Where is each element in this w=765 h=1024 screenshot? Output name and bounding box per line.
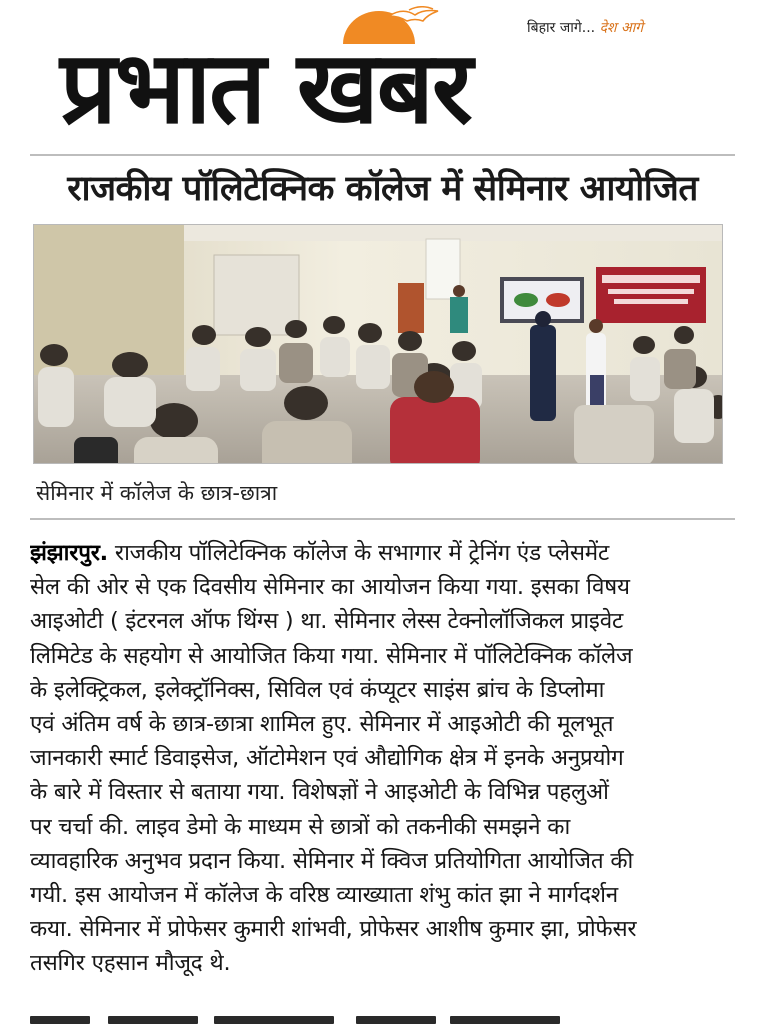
article-line: सेल की ओर से एक दिवसीय सेमिनार का आयोजन किया गया. इसका विषय bbox=[30, 574, 630, 601]
article-line: कया. सेमिनार में प्रोफेसर कुमारी शांभवी, प्रोफेसर आशीष कुमार झा, प्रोफेसर bbox=[30, 916, 637, 943]
cropped-word bbox=[356, 1016, 436, 1024]
article-dateline: झंझारपुर. bbox=[30, 540, 108, 566]
article-line: के इलेक्ट्रिकल, इलेक्ट्रॉनिक्स, सिविल एवं कंप्यूटर साइंस ब्रांच के डिप्लोमा bbox=[30, 676, 605, 703]
newspaper-brand-title: प्रभात खबर bbox=[60, 28, 471, 146]
cropped-word bbox=[450, 1016, 560, 1024]
article-line: व्यावहारिक अनुभव प्रदान किया. सेमिनार में क्विज प्रतियोगिता आयोजित की bbox=[30, 847, 634, 874]
photo-caption: सेमिनार में कॉलेज के छात्र-छात्रा bbox=[36, 481, 278, 505]
article-line: गयी. इस आयोजन में कॉलेज के वरिष्ठ व्याख्याता शंभु कांत झा ने मार्गदर्शन bbox=[30, 881, 619, 908]
seminar-photo bbox=[33, 224, 723, 464]
caption-divider bbox=[30, 518, 735, 520]
tagline-part-2: देश आगे bbox=[599, 20, 644, 36]
seminar-photo-illustration bbox=[34, 225, 723, 464]
cropped-word bbox=[30, 1016, 90, 1024]
cropped-next-article-text bbox=[30, 1004, 740, 1024]
article-line: पर चर्चा की. लाइव डेमो के माध्यम से छात्रों को तकनीकी समझने का bbox=[30, 813, 571, 840]
article-line: आइओटी ( इंटरनल ऑफ थिंग्स ) था. सेमिनार लेस्स टेक्नोलॉजिकल प्राइवेट bbox=[30, 608, 624, 635]
masthead-divider bbox=[30, 154, 735, 156]
article-line: तसगिर एहसान मौजूद थे. bbox=[30, 950, 231, 977]
article-line bbox=[30, 536, 740, 570]
article-body bbox=[30, 536, 740, 980]
tagline-part-1: बिहार जागे... bbox=[527, 20, 596, 36]
cropped-word bbox=[214, 1016, 334, 1024]
article-line: एवं अंतिम वर्ष के छात्र-छात्रा शामिल हुए. सेमिनार में आइओटी की मूलभूत bbox=[30, 710, 614, 737]
masthead bbox=[40, 0, 740, 150]
article-line-text: राजकीय पॉलिटेक्निक कॉलेज के सभागार में ट्रेनिंग एंड प्लेसमेंट bbox=[108, 540, 610, 566]
cropped-word bbox=[108, 1016, 198, 1024]
article-line: जानकारी स्मार्ट डिवाइसेज, ऑटोमेशन एवं औद्योगिक क्षेत्र में इनके अनुप्रयोग bbox=[30, 745, 624, 772]
article-line: लिमिटेड के सहयोग से आयोजित किया गया. सेमिनार में पॉलिटेक्निक कॉलेज bbox=[30, 642, 633, 669]
article-line: के बारे में विस्तार से बताया गया. विशेषज्ञों ने आइओटी के विभिन्न पहलुओं bbox=[30, 779, 609, 806]
article-headline: राजकीय पॉलिटेक्निक कॉलेज में सेमिनार आयोजित bbox=[67, 169, 698, 209]
